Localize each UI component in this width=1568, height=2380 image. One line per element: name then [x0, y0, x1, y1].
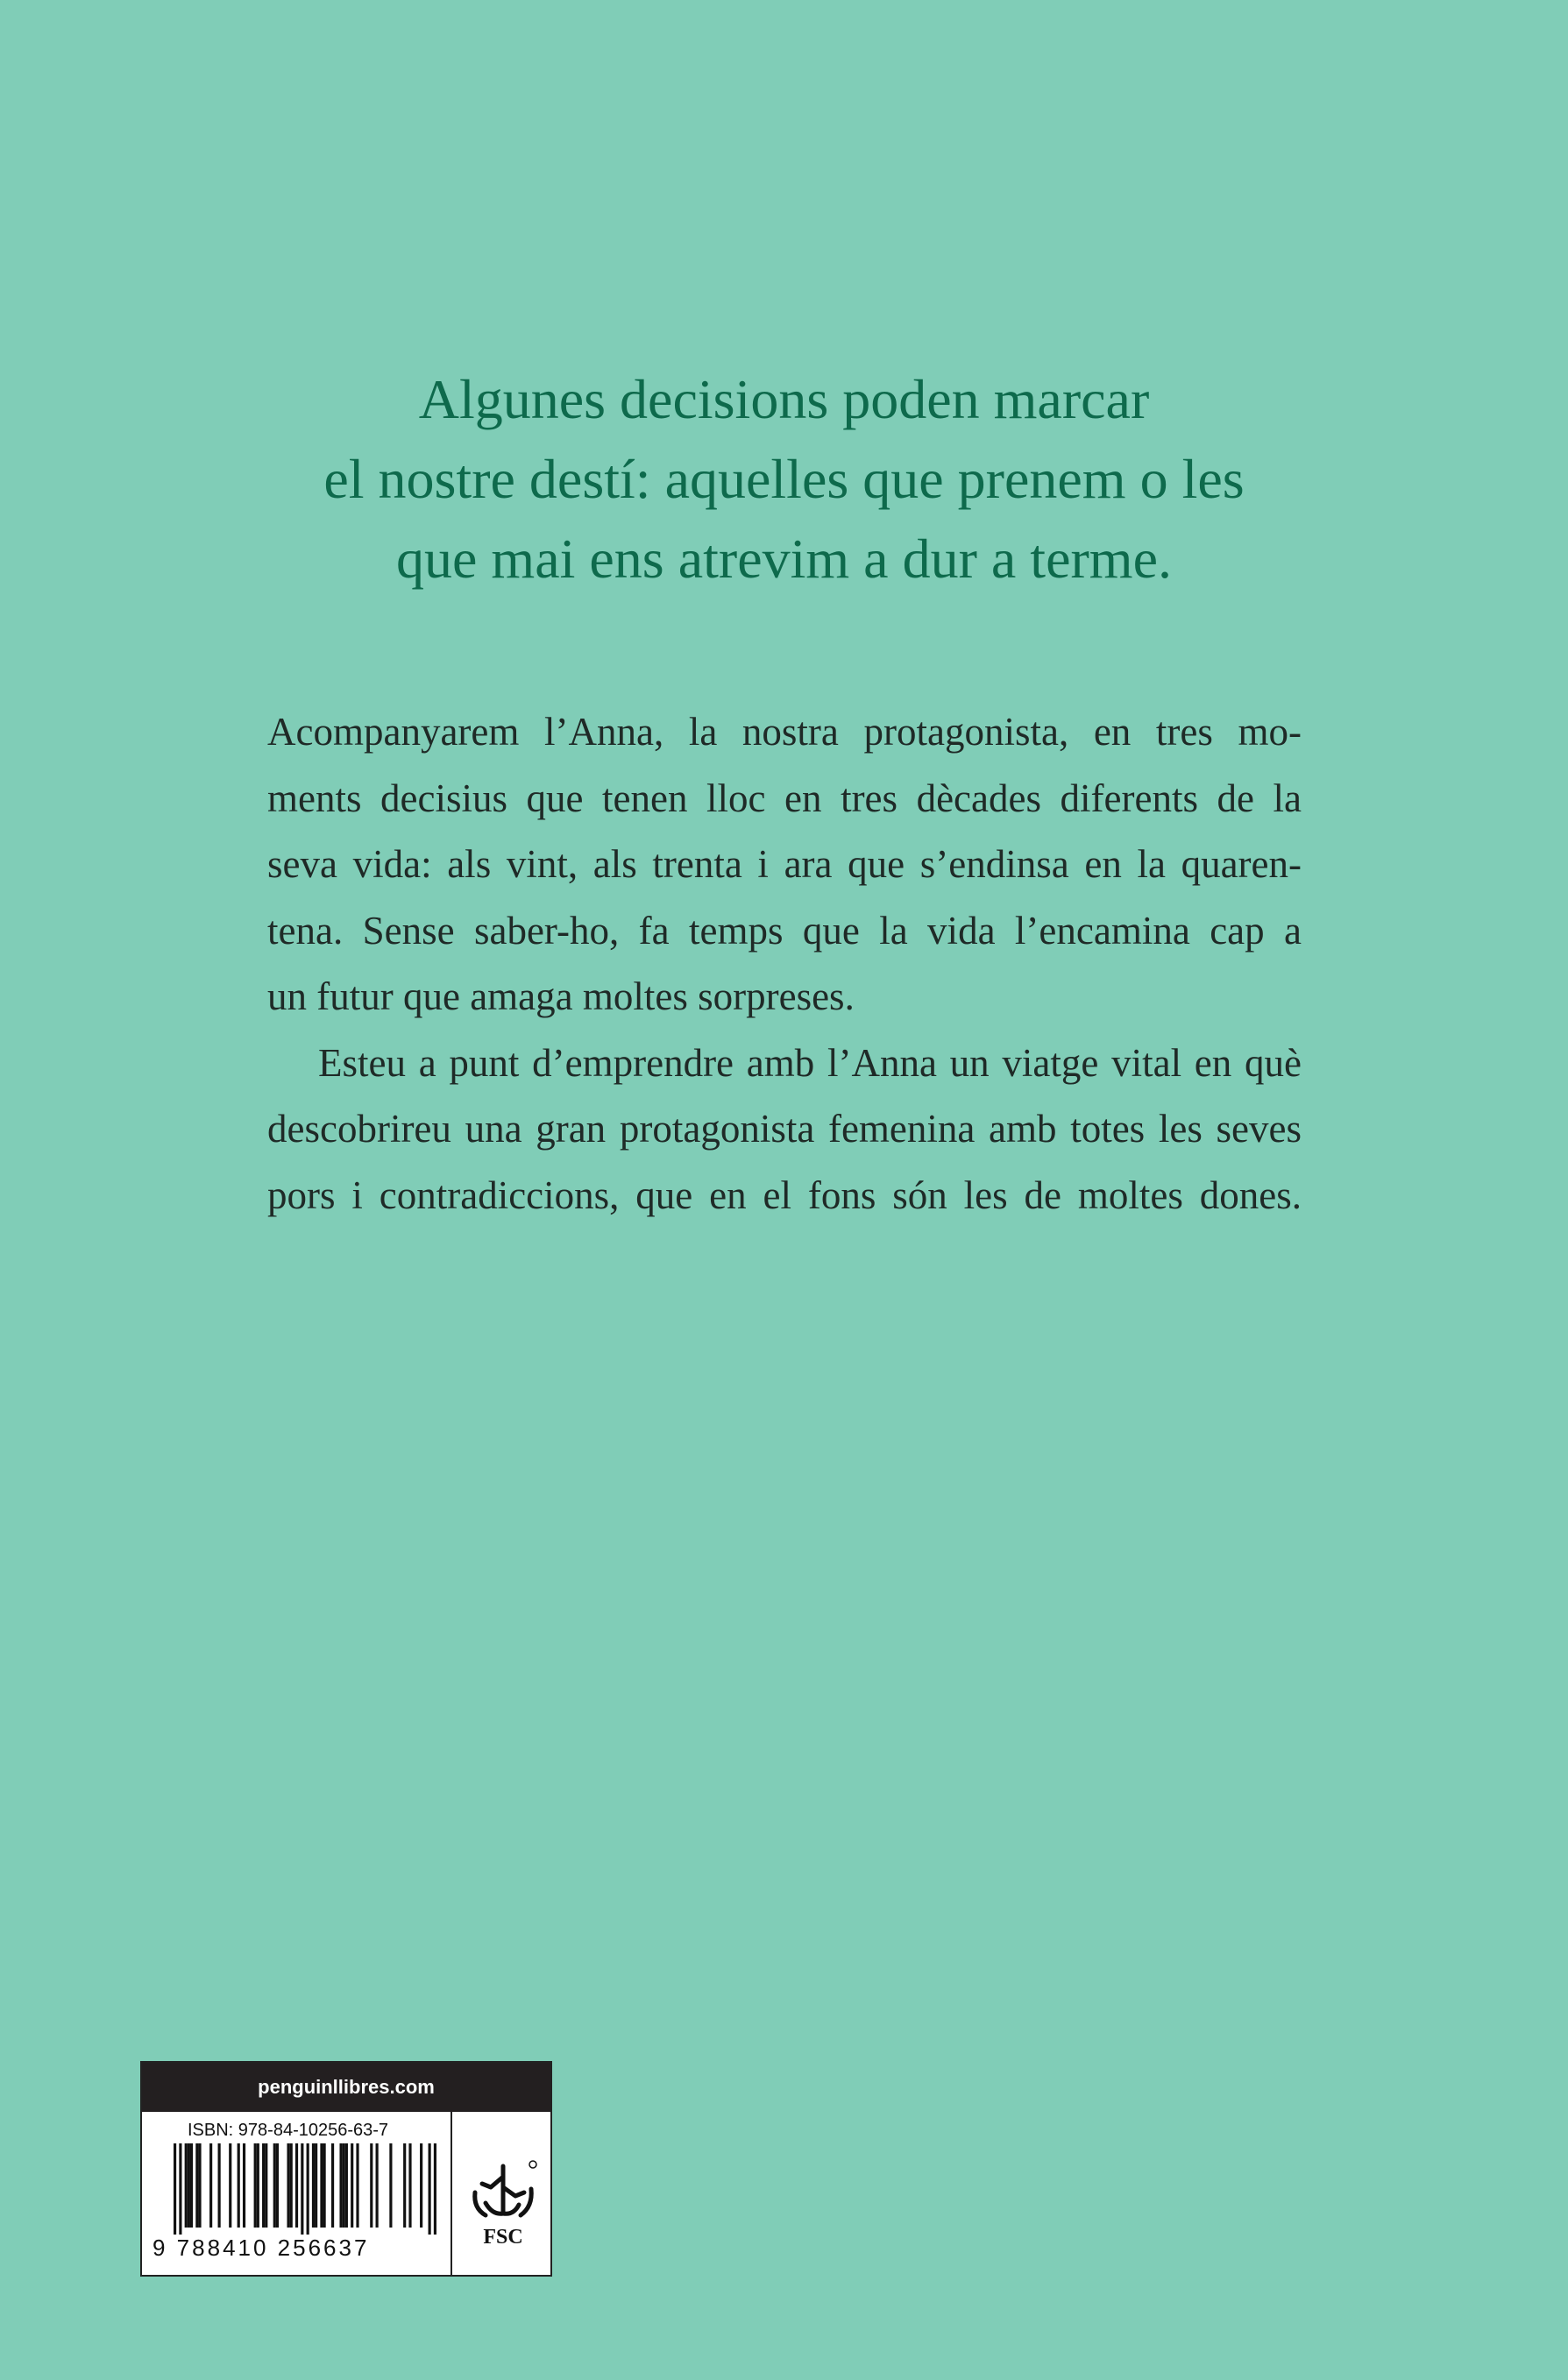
barcode-bar — [179, 2143, 181, 2235]
barcode-bar — [195, 2143, 198, 2228]
barcode-bar — [351, 2143, 353, 2228]
barcode-bar — [408, 2143, 411, 2228]
barcode-bar — [420, 2143, 422, 2228]
barcode-box — [140, 2061, 552, 2277]
barcode-bar — [188, 2143, 190, 2228]
barcode-box-divider — [451, 2112, 452, 2277]
barcode-bar — [185, 2143, 188, 2228]
barcode-bar — [343, 2143, 345, 2228]
barcode-bar — [254, 2143, 257, 2228]
blurb-line-3: seva vida: als vint, als trenta i ara que s’endinsa en la quaren- — [267, 842, 1302, 886]
isbn-text: ISBN: 978-84-10256-63-7 — [188, 2121, 389, 2140]
barcode-bar — [323, 2143, 326, 2228]
barcode-bar — [229, 2143, 231, 2228]
publisher-website: penguinllibres.com — [142, 2063, 550, 2112]
barcode-bar — [345, 2143, 348, 2228]
barcode-bar — [287, 2143, 289, 2228]
blurb — [267, 699, 1302, 1229]
barcode-bar — [356, 2143, 358, 2228]
blurb-line-1: Acompanyarem l’Anna, la nostra protagonista, en tres mo- — [267, 710, 1302, 754]
barcode-bar — [315, 2143, 317, 2228]
barcode-bar — [403, 2143, 406, 2228]
tagline — [0, 359, 1568, 599]
barcode-bar — [389, 2143, 392, 2228]
barcode-bar — [198, 2143, 201, 2228]
barcode-bar — [276, 2143, 279, 2228]
barcode-bar — [262, 2143, 265, 2228]
barcode-bar — [257, 2143, 259, 2228]
barcode-bar — [320, 2143, 323, 2228]
barcode-bar — [295, 2143, 298, 2228]
barcode-bar — [376, 2143, 379, 2228]
blurb-line-5: un futur que amaga moltes sorpreses. — [267, 974, 855, 1018]
fsc-label: FSC — [483, 2226, 523, 2249]
barcode-bar — [209, 2143, 212, 2228]
barcode-bar — [174, 2143, 176, 2235]
barcode-bar — [434, 2143, 436, 2235]
barcode-bar — [429, 2143, 431, 2235]
barcode-digits: 9 788410 256637 — [153, 2235, 370, 2261]
tagline-line-2: el nostre destí: aquelles que prenem o les — [323, 448, 1245, 510]
barcode-bar — [339, 2143, 342, 2228]
tagline-line-3: que mai ens atrevim a dur a terme. — [396, 528, 1172, 590]
blurb-line-7: descobrireu una gran protagonista femenina amb totes les seves — [267, 1107, 1302, 1151]
barcode — [174, 2143, 436, 2235]
blurb-line-6: Esteu a punt d’emprendre amb l’Anna un viatge vital en què — [318, 1040, 1302, 1085]
blurb-line-8: pors i contradiccions, que en el fons són les de moltes dones. — [267, 1172, 1302, 1217]
barcode-bar — [218, 2143, 221, 2228]
barcode-bar — [312, 2143, 315, 2228]
blurb-line-2: ments decisius que tenen lloc en tres dècades diferents de la — [267, 776, 1302, 820]
barcode-bar — [238, 2143, 240, 2228]
barcode-bar — [273, 2143, 276, 2228]
barcode-bar — [290, 2143, 293, 2228]
blurb-line-4: tena. Sense saber-ho, fa temps que la vida l’encamina cap a — [267, 908, 1302, 953]
barcode-bar — [190, 2143, 193, 2228]
barcode-bar — [331, 2143, 334, 2228]
fsc-tree-logo — [459, 2150, 547, 2256]
barcode-bar — [243, 2143, 245, 2228]
barcode-bar — [301, 2143, 303, 2235]
barcode-bar — [265, 2143, 267, 2228]
barcode-bar — [370, 2143, 372, 2228]
tagline-line-1: Algunes decisions poden marcar — [418, 368, 1150, 430]
barcode-bar — [307, 2143, 309, 2235]
